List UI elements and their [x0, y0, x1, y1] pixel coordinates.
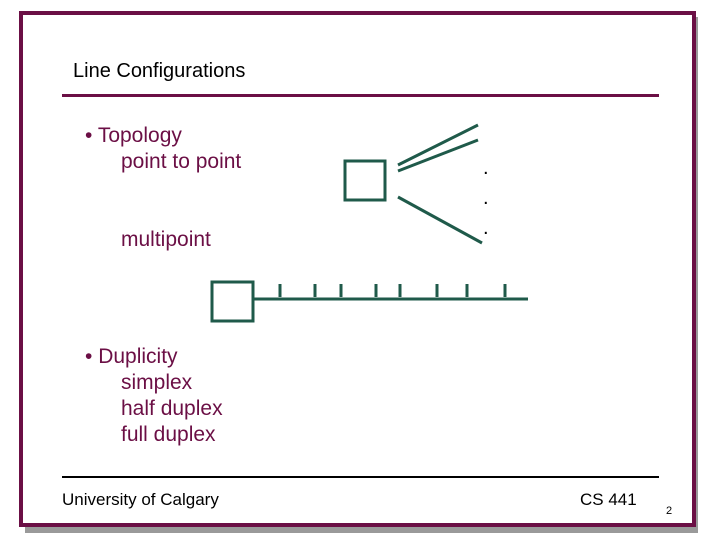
duplicity-heading: Duplicity: [98, 345, 178, 368]
ellipsis-dot: .: [483, 217, 489, 239]
link-line: [398, 197, 482, 243]
ellipsis-dot: .: [483, 157, 489, 179]
footer-course: CS 441: [580, 490, 637, 509]
station-box-multipoint: [212, 282, 253, 321]
station-box-point: [345, 161, 385, 200]
multipoint-label: multipoint: [121, 228, 211, 251]
footer-rule: [62, 476, 659, 478]
footer-institution: University of Calgary: [62, 490, 219, 509]
simplex-label: simplex: [121, 371, 193, 394]
bullet-marker: •: [85, 124, 93, 147]
slide-title: Line Configurations: [73, 60, 246, 82]
ellipsis-dot: .: [483, 187, 489, 209]
half-duplex-label: half duplex: [121, 397, 223, 420]
page-number: 2: [666, 505, 673, 517]
bullet-marker: •: [85, 345, 93, 368]
topology-heading: Topology: [97, 124, 182, 147]
full-duplex-label: full duplex: [121, 423, 216, 446]
point-to-point-label: point to point: [121, 150, 242, 173]
